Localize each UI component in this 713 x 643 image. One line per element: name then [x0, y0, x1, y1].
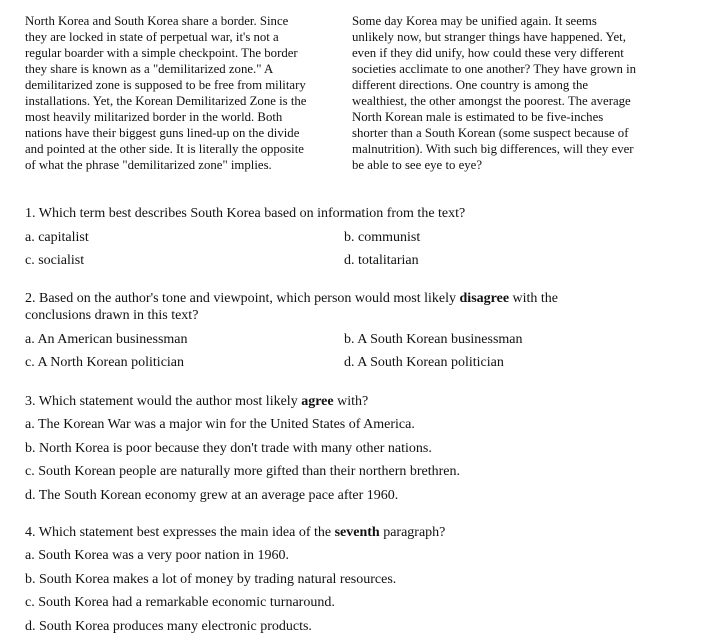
question-2-option-d[interactable]: d. A South Korean politician — [344, 355, 504, 370]
question-3-stem — [25, 393, 368, 411]
question-4-stem-text: 4. Which statement best expresses the main idea of the — [25, 525, 335, 540]
passage-line: different directions. One country is among the — [352, 78, 589, 92]
passage-line: unlikely now, but stranger things have happened. Yet, — [352, 30, 626, 44]
passage-line: they share is known as a "demilitarized zone." A — [25, 62, 274, 76]
passage-line: most heavily militarized border in the world. Both — [25, 110, 283, 124]
question-4-option-c[interactable]: c. South Korea had a remarkable economic turnaround. — [25, 595, 335, 610]
passage-line: regular boarder with a simple checkpoint. The border — [25, 46, 298, 60]
question-4-option-a[interactable]: a. South Korea was a very poor nation in 1960. — [25, 548, 289, 563]
passage-line: Some day Korea may be unified again. It seems — [352, 14, 597, 28]
passage-line: North Korean male is estimated to be five-inches — [352, 110, 604, 124]
question-2-stem-keyword: disagree — [459, 291, 510, 306]
passage-line: demilitarized zone is supposed to be free from military — [25, 78, 306, 92]
question-2-stem-text: 2. Based on the author's tone and viewpoint, which person would most likely — [25, 291, 460, 306]
passage-line: of what the phrase "demilitarized zone" implies. — [25, 158, 272, 172]
question-1-option-c[interactable]: c. socialist — [25, 253, 85, 268]
question-3-option-c[interactable]: c. South Korean people are naturally more gifted than their northern brethren. — [25, 464, 461, 479]
passage-line: North Korea and South Korea share a border. Since — [25, 14, 289, 28]
question-1-stem: 1. Which term best describes South Korea based on information from the text? — [25, 206, 466, 221]
question-4-stem — [25, 524, 445, 542]
question-2-option-b[interactable]: b. A South Korean businessman — [344, 332, 523, 347]
question-3-option-b[interactable]: b. North Korea is poor because they don't trade with many other nations. — [25, 441, 432, 456]
passage-line: nations have their biggest guns lined-up on the divide — [25, 126, 300, 140]
question-1-option-d[interactable]: d. totalitarian — [344, 253, 419, 268]
question-2-option-a[interactable]: a. An American businessman — [25, 332, 188, 347]
question-4-stem-text: paragraph? — [379, 525, 446, 540]
passage-line: shorter than a South Korean (some suspect because of — [352, 126, 629, 140]
passage-left-column — [25, 13, 306, 173]
question-3-option-d[interactable]: d. The South Korean economy grew at an average pace after 1960. — [25, 488, 399, 503]
passage-line: they are locked in state of perpetual war, it's not a — [25, 30, 279, 44]
question-2-option-c[interactable]: c. A North Korean politician — [25, 355, 185, 370]
passage-right-column — [352, 13, 636, 173]
passage-line: installations. Yet, the Korean Demilitarized Zone is the — [25, 94, 307, 108]
question-2-stem-text: with the — [509, 291, 559, 306]
question-4-stem-keyword: seventh — [334, 525, 380, 540]
passage-line: and pointed at the other side. It is literally the opposite — [25, 142, 304, 156]
question-4-option-b[interactable]: b. South Korea makes a lot of money by trading natural resources. — [25, 572, 397, 587]
passage-line: societies acclimate to one another? They have grown in — [352, 62, 637, 76]
passage-line: even if they did unify, how could these very different — [352, 46, 624, 60]
question-2-stem-line2: conclusions drawn in this text? — [25, 308, 199, 323]
question-3-stem-keyword: agree — [301, 394, 334, 409]
question-2-stem — [25, 290, 558, 308]
question-1-option-b[interactable]: b. communist — [344, 230, 421, 245]
question-3-option-a[interactable]: a. The Korean War was a major win for the United States of America. — [25, 417, 415, 432]
passage-line: be able to see eye to eye? — [352, 158, 483, 172]
question-4-option-d[interactable]: d. South Korea produces many electronic products. — [25, 619, 312, 634]
question-3-stem-text: with? — [333, 394, 369, 409]
question-3-stem-text: 3. Which statement would the author most likely — [25, 394, 302, 409]
question-1-option-a[interactable]: a. capitalist — [25, 230, 89, 245]
passage-line: wealthiest, the other amongst the poorest. The average — [352, 94, 631, 108]
passage-line: malnutrition). With such big differences, will they ever — [352, 142, 634, 156]
